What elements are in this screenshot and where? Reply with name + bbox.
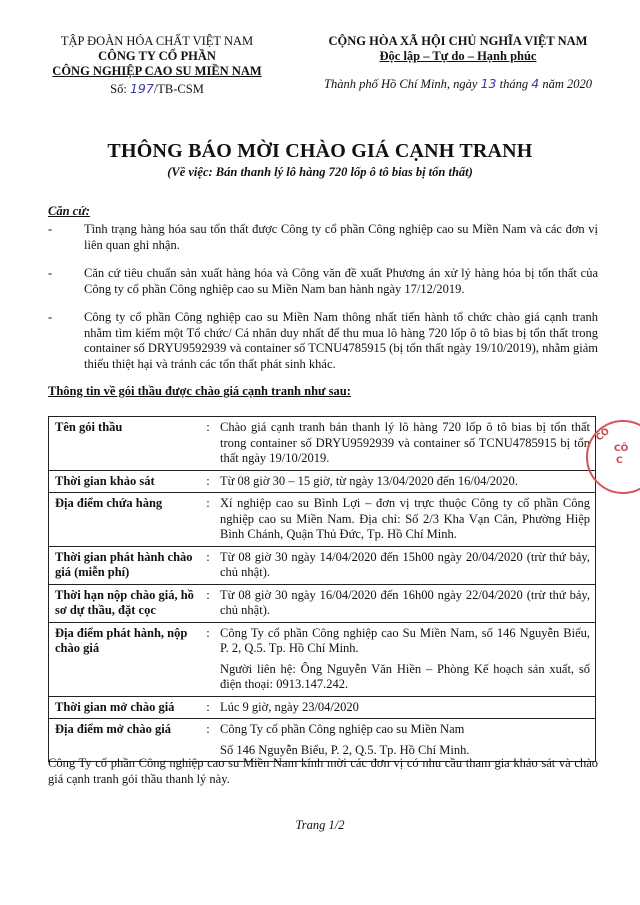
national-motto: Độc lập – Tự do – Hạnh phúc xyxy=(379,49,537,63)
nation-block xyxy=(292,34,624,92)
table-row: Thời gian mở chào giá : Lúc 9 giờ, ngày 23/04/2020 xyxy=(49,696,596,719)
table-row: Tên gói thầu : Chào giá cạnh tranh bán thanh lý lô hàng 720 lốp ô tô bias bị tổn thất trong container số DRYU9592939 và container số TCNU4785915 bị tổn thất ngày 19/10/2019. xyxy=(49,417,596,471)
document-number: Số: 197/TB-CSM xyxy=(110,81,204,96)
handwritten-month: 4 xyxy=(531,76,540,91)
row-value: Từ 08 giờ 30 ngày 14/04/2020 đến 15h00 ngày 20/04/2020 (trừ thứ bảy, chủ nhật). xyxy=(214,546,596,584)
row-label: Địa điểm phát hành, nộp chào giá xyxy=(49,622,203,696)
table-row: Thời gian khảo sát : Từ 08 giờ 30 – 15 giờ, từ ngày 13/04/2020 đến 16/04/2020. xyxy=(49,470,596,493)
row-label: Thời gian khảo sát xyxy=(49,470,203,493)
row-value: Từ 08 giờ 30 – 15 giờ, từ ngày 13/04/2020 đến 16/04/2020. xyxy=(214,470,596,493)
row-value: Công Ty cổ phần Công nghiệp cao Su Miền Nam, số 146 Nguyễn Biểu, P. 2, Q.5. Tp. Hồ Chí Minh. Người liên hệ: Ông Nguyễn Văn Hiền – Phòng Kế hoạch sản xuất, số điện thoại: 0913.147.242. xyxy=(214,622,596,696)
row-value: Chào giá cạnh tranh bán thanh lý lô hàng 720 lốp ô tô bias bị tổn thất trong container số DRYU9592939 và container số TCNU4785915 bị tổn thất ngày 19/10/2019. xyxy=(214,417,596,471)
table-row: Thời hạn nộp chào giá, hồ sơ dự thầu, đặt cọc : Từ 08 giờ 30 ngày 16/04/2020 đến 16h00 ngày 22/04/2020 (trừ thứ bảy, chủ nhật). xyxy=(49,584,596,622)
table-row: Thời gian phát hành chào giá (miễn phí) : Từ 08 giờ 30 ngày 14/04/2020 đến 15h00 ngày 20/04/2020 (trừ thứ bảy, chủ nhật). xyxy=(49,546,596,584)
basis-heading: Căn cứ: xyxy=(48,204,90,218)
basis-item: - Tình trạng hàng hóa sau tổn thất được Công ty cổ phần Công nghiệp cao su Miền Nam và các đơn vị liên quan ghi nhận. xyxy=(48,222,598,252)
row-value: Xí nghiệp cao su Bình Lợi – đơn vị trực thuộc Công ty cổ phần Công nghiệp cao su Miền Nam. Địa chỉ: Số 2/3 Kha Vạn Cân, Phường Hiệp Bình Chánh, Quận Thủ Đức, Tp. Hồ Chí Minh. xyxy=(214,493,596,547)
row-label: Thời gian phát hành chào giá (miễn phí) xyxy=(49,546,203,584)
document-subtitle: (Về việc: Bán thanh lý lô hàng 720 lốp ô tô bias bị tổn thất) xyxy=(167,165,473,179)
row-label: Địa điểm chứa hàng xyxy=(49,493,203,547)
table-row: Địa điểm phát hành, nộp chào giá : Công Ty cổ phần Công nghiệp cao Su Miền Nam, số 146 Nguyễn Biểu, P. 2, Q.5. Tp. Hồ Chí Minh. Người liên hệ: Ông Nguyễn Văn Hiền – Phòng Kế hoạch sản xuất, số điện thoại: 0913.147.242. xyxy=(49,622,596,696)
row-label: Địa điểm mở chào giá xyxy=(49,719,203,762)
tender-info-table xyxy=(48,416,596,762)
basis-item: - Căn cứ tiêu chuẩn sản xuất hàng hóa và Công văn đề xuất Phương án xử lý hàng hóa bị tổn thất của Công ty cổ phần Công nghiệp cao su Miền Nam ban hành ngày 17/12/2019. xyxy=(48,266,598,296)
handwritten-day: 13 xyxy=(480,76,497,91)
document-title: THÔNG BÁO MỜI CHÀO GIÁ CẠNH TRANH xyxy=(107,140,533,162)
parent-org: TẬP ĐOÀN HÓA CHẤT VIỆT NAM xyxy=(60,34,254,48)
table-heading: Thông tin về gói thầu được chào giá cạnh tranh như sau: xyxy=(48,384,351,398)
row-label: Tên gói thầu xyxy=(49,417,203,471)
page-number: Trang 1/2 xyxy=(295,818,345,832)
company-seal-stamp: CÔ CÔ C xyxy=(586,420,640,494)
company-line-2: CÔNG NGHIỆP CAO SU MIỀN NAM xyxy=(52,64,262,78)
issuer-block xyxy=(32,34,282,97)
row-label: Thời hạn nộp chào giá, hồ sơ dự thầu, đặt cọc xyxy=(49,584,203,622)
company-line-1: CÔNG TY CỔ PHẦN xyxy=(98,49,216,63)
basis-item: - Công ty cổ phần Công nghiệp cao su Miền Nam thông nhất tiến hành tổ chức chào giá cạnh tranh nhằm tìm kiếm một Tổ chức/ Cá nhân duy nhất để thu mua lô hàng 720 lốp ô tô bias bị tổn thất trong container số DRYU9592939 và container số TCNU4785915 (bị tổn thất ngày 19/10/2019), nhằm giảm thiểu thiệt hại và tránh các tổn thất phát sinh khác. xyxy=(48,310,598,371)
row-value: Lúc 9 giờ, ngày 23/04/2020 xyxy=(214,696,596,719)
closing-paragraph: Công Ty cổ phần Công nghiệp cao su Miền Nam kính mời các đơn vị có nhu cầu tham gia khảo sát và chào giá cạnh tranh gói thầu thanh lý này. xyxy=(48,756,598,786)
nation-title: CỘNG HÒA XÃ HỘI CHỦ NGHĨA VIỆT NAM xyxy=(328,34,588,48)
row-label: Thời gian mở chào giá xyxy=(49,696,203,719)
row-value: Từ 08 giờ 30 ngày 16/04/2020 đến 16h00 ngày 22/04/2020 (trừ thứ bảy, chủ nhật). xyxy=(214,584,596,622)
row-value: Công Ty cổ phần Công nghiệp cao su Miền Nam Số 146 Nguyễn Biểu, P. 2, Q.5. Tp. Hồ Chí Minh. xyxy=(214,719,596,762)
issue-date: Thành phố Hồ Chí Minh, ngày 13 tháng 4 năm 2020 xyxy=(324,76,592,91)
handwritten-number: 197 xyxy=(129,81,154,96)
contact-person: Người liên hệ: Ông Nguyễn Văn Hiền – Phòng Kế hoạch sản xuất, số điện thoại: 0913.147.242. xyxy=(220,661,590,691)
table-row: Địa điểm chứa hàng : Xí nghiệp cao su Bình Lợi – đơn vị trực thuộc Công ty cổ phần Công nghiệp cao su Miền Nam. Địa chỉ: Số 2/3 Kha Vạn Cân, Phường Hiệp Bình Chánh, Quận Thủ Đức, Tp. Hồ Chí Minh. xyxy=(49,493,596,547)
table-row: Địa điểm mở chào giá : Công Ty cổ phần Công nghiệp cao su Miền Nam Số 146 Nguyễn Biểu, P. 2, Q.5. Tp. Hồ Chí Minh. xyxy=(49,719,596,762)
